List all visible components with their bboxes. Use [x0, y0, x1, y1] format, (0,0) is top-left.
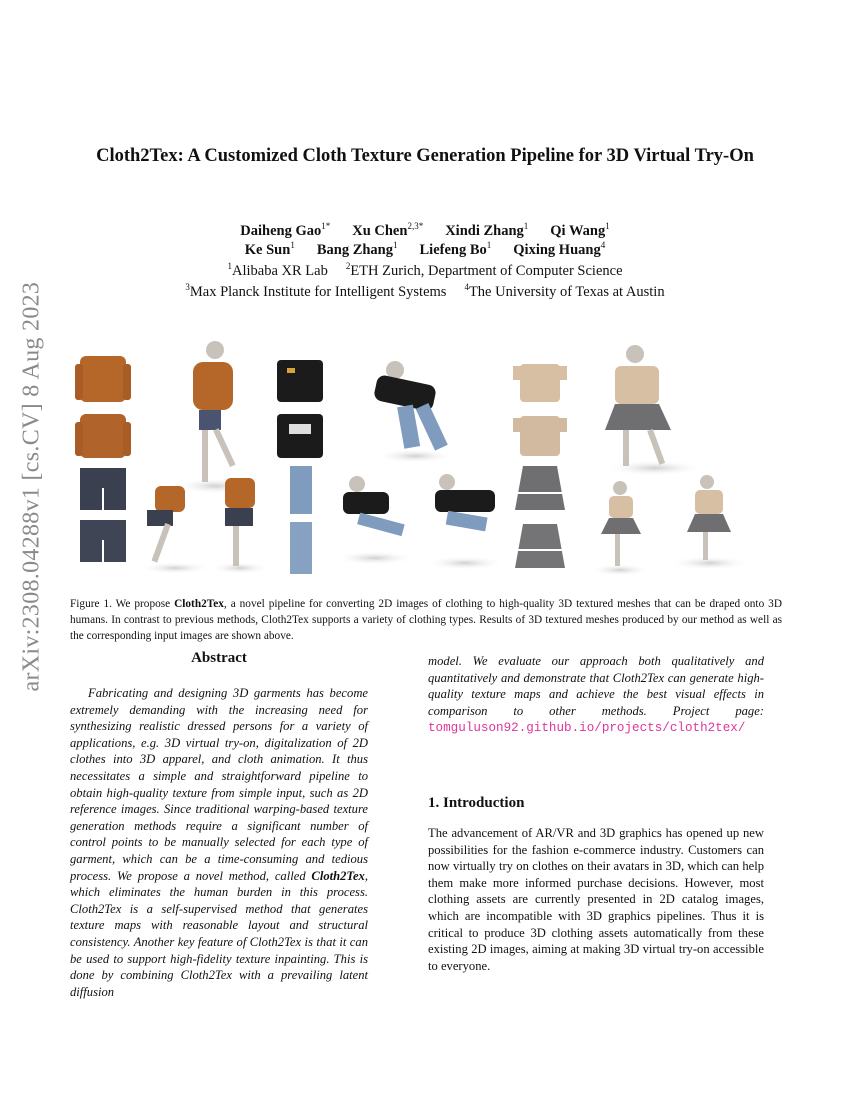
affiliation-superscript: 3	[185, 282, 190, 292]
tee-input-back	[513, 416, 567, 456]
author-superscript: 1	[290, 240, 295, 250]
introduction-body: The advancement of AR/VR and 3D graphics has opened up new possibilities for the fashion e-commerce industry. Customers can now virtually try on clothes on their avatars in 3D, which can help them make more informed purchase decisions. However, most clothing assets are currently presented in 2D catalog images, which are incompatible with 3D graphics pipelines. Thus it is critical to produce 3D clothing assets automatically from these existing 2D images, aiming at making 3D virtual try-on accessible to everyone.	[428, 826, 764, 973]
caption-prefix: Figure 1. We propose	[70, 598, 175, 610]
figure-caption	[70, 596, 782, 644]
affiliation	[464, 284, 664, 300]
jacket-model-render-2	[335, 476, 415, 565]
author-text: Liefeng Bo	[419, 242, 487, 258]
hoodie-input-back	[75, 414, 131, 458]
author-superscript: 1*	[321, 221, 331, 231]
tee-model-render-3	[670, 475, 750, 570]
tee-model-render-1	[605, 345, 705, 476]
author	[317, 242, 398, 258]
author-text: Bang Zhang	[316, 242, 393, 258]
arxiv-side-stamp: arXiv:2308.04288v1 [cs.CV] 8 Aug 2023	[18, 281, 45, 692]
paper-title: Cloth2Tex: A Customized Cloth Texture Generation Pipeline for 3D Virtual Try-On	[96, 146, 754, 166]
authors-row-2	[70, 241, 780, 260]
author-superscript: 1	[393, 240, 398, 250]
author	[550, 223, 609, 239]
affiliation	[346, 263, 623, 279]
author-text: Qixing Huang	[513, 242, 601, 258]
jacket-model-render-3	[425, 474, 505, 570]
author-superscript: 4	[600, 240, 606, 250]
hoodie-input-front	[75, 356, 131, 402]
author-superscript: 1	[605, 221, 610, 231]
author-superscript: 1	[486, 240, 492, 250]
affiliations-row-2	[70, 283, 780, 302]
author	[445, 223, 528, 239]
author-text: Daiheng Gao	[240, 223, 322, 239]
authors-row-1	[70, 222, 780, 241]
abstract-part-1: Fabricating and designing 3D garments has become extremely demanding with the increasing need for synthesizing realistic dressed persons for a variety of applications, e.g. 3D virtual try-on, digitalization of 2D clothes into 3D apparel, and cloth animation. It thus necessitates a simple and straightforward pipeline to obtain high-quality texture from simple input, such as 2D reference images. Since traditional warping-based texture generation methods require a significant number of control points to be manually selected for each type of garment, which can be a time-consuming and tedious process. We propose a novel method, called	[70, 686, 368, 883]
shorts-input-back	[80, 520, 126, 562]
author	[352, 223, 423, 239]
teaser-figure	[75, 338, 780, 583]
abstract-text-left	[70, 685, 368, 1000]
affiliation-superscript: 1	[227, 261, 232, 271]
author	[245, 242, 295, 258]
abstract-method-name: Cloth2Tex	[311, 868, 365, 883]
author	[513, 242, 605, 258]
author-superscript: 2,3*	[407, 221, 424, 231]
skirt-input-back	[515, 524, 565, 568]
tee-model-render-2	[590, 481, 650, 576]
author-text: Xindi Zhang	[445, 223, 524, 239]
shorts-model-render-1	[139, 486, 211, 574]
affiliation-text: Max Planck Institute for Intelligent Systems	[189, 284, 447, 300]
tee-input-front	[513, 364, 567, 402]
affiliation-text: Alibaba XR Lab	[231, 263, 328, 279]
affiliation	[227, 263, 327, 279]
affiliation-text: The University of Texas at Austin	[468, 284, 665, 300]
author	[240, 223, 330, 239]
affiliation-text: ETH Zurich, Department of Computer Science	[350, 263, 623, 279]
hoodie-model-render	[175, 341, 255, 494]
jacket-model-render-1	[373, 361, 455, 463]
affiliation-superscript: 4	[464, 282, 469, 292]
abstract-text-right	[428, 653, 764, 737]
author-text: Ke Sun	[244, 242, 291, 258]
abstract-part-3: model. We evaluate our approach both qualitatively and quantitatively and demonstrate that Cloth2Tex can generate high-quality texture maps and achieve the best visual effects in comparison to other methods. Project page:	[428, 654, 764, 718]
caption-method-name: Cloth2Tex	[174, 598, 224, 610]
jacket-input-front	[277, 360, 323, 402]
abstract-part-2: , which eliminates the human burden in this process. Cloth2Tex is a self-supervised method that generates texture maps with reasonable layout and structural consistency. Another key feature of Cloth2Tex is that it can be used to support high-fidelity texture inpainting. This is done by combining Cloth2Tex with a prevailing latent diffusion	[70, 868, 368, 999]
introduction-heading: 1. Introduction	[428, 795, 525, 811]
shorts-input-front	[80, 468, 126, 510]
skirt-input-front	[515, 466, 565, 510]
author-superscript: 1	[523, 221, 529, 231]
affiliation-superscript: 2	[345, 261, 351, 271]
author	[420, 242, 492, 258]
affiliation	[185, 284, 446, 300]
affiliations-row-1	[70, 262, 780, 281]
jeans-input-back	[290, 522, 312, 574]
jacket-input-back	[277, 414, 323, 458]
author-text: Xu Chen	[352, 223, 408, 239]
jeans-input-front	[290, 466, 312, 514]
author-text: Qi Wang	[550, 223, 606, 239]
abstract-heading: Abstract	[191, 650, 247, 666]
project-page-link[interactable]: tomguluson92.github.io/projects/cloth2tex/	[428, 721, 746, 736]
caption-text: , a novel pipeline for converting 2D images of clothing to high-quality 3D textured meshes that can be draped onto 3D humans. In contrast to previous methods, Cloth2Tex supports a variety of clothing types. Results of 3D textured meshes produced by our method as well as the corresponding input images are shown above.	[70, 598, 782, 642]
